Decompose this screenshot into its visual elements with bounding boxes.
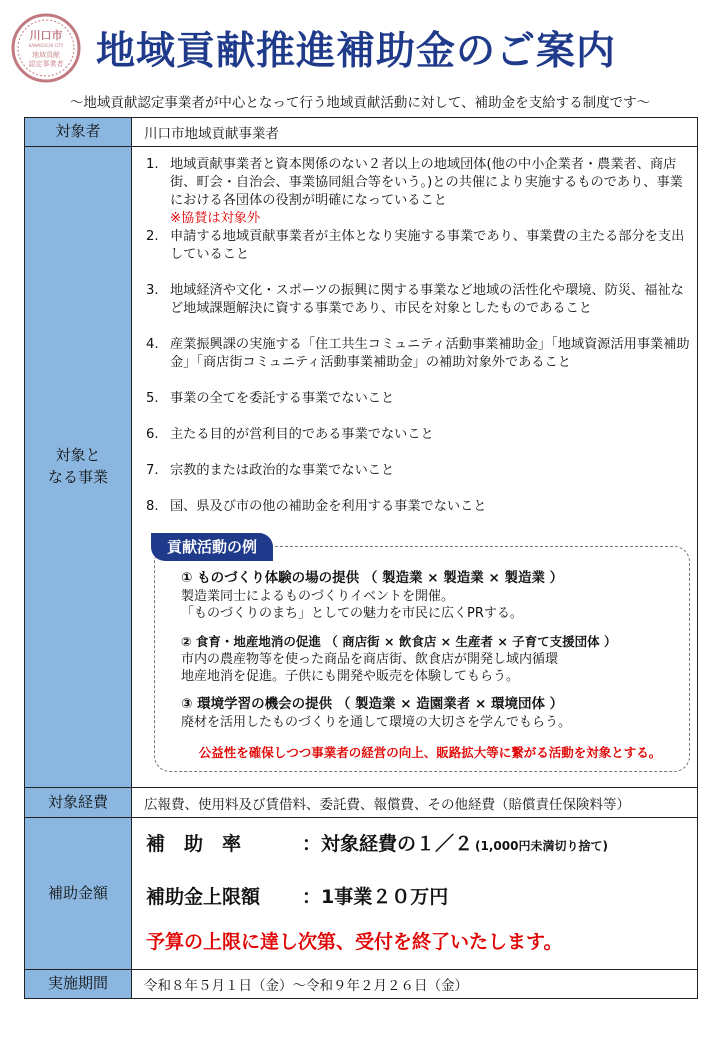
list-item — [146, 462, 690, 480]
item-number: 7. — [146, 463, 159, 478]
list-item — [146, 282, 690, 318]
item-text: 地域貢献事業者と資本関係のない２者以上の地域団体(他の中小企業者・農業者、商店街、町会・自治会、事業協同組合等をいう。)との共催により実施するものであり、事業における各団体の役割が明確になっていること — [170, 157, 683, 208]
info-table — [24, 117, 698, 999]
value-period: 令和８年５月１日（金）～令和９年２月２６日（金） — [132, 970, 698, 999]
example-body-line: 廃材を活用したものづくりを通して環境の大切さを学んでもらう。 — [181, 715, 572, 730]
row-subsidy — [25, 818, 698, 970]
list-item — [146, 228, 690, 264]
subsidy-rate-note: (1,000円未満切り捨て) — [475, 839, 608, 853]
item-text: 申請する地域貢献事業者が主体となり実施する事業であり、事業費の主たる部分を支出していること — [170, 229, 685, 262]
item-text: 地域経済や文化・スポーツの振興に関する事業など地域の活性化や環境、防災、福祉など地域課題解決に資する事業であり、市民を対象としたものであること — [170, 283, 684, 316]
subsidy-limit — [146, 882, 697, 909]
svg-text:地域貢献: 地域貢献 — [32, 51, 60, 59]
item-number: 6. — [146, 427, 159, 442]
subsidy-rate-key: 補 助 率 — [146, 833, 242, 855]
list-item — [146, 336, 690, 372]
label-period: 実施期間 — [25, 970, 132, 999]
example-heading: ② 食育・地産地消の促進 （ 商店街 × 飲食店 × 生産者 × 子育て支援団体 ） — [181, 634, 617, 649]
value-subsidy — [132, 818, 698, 970]
item-number: 2. — [146, 229, 159, 244]
item-text: 産業振興課の実施する「住工共生コミュニティ活動事業補助金」「地域資源活用事業補助金」「商店街コミュニティ活動事業補助金」の補助対象外であること — [170, 337, 690, 370]
item-text: 宗教的または政治的な事業でないこと — [170, 463, 395, 478]
subsidy-notice: 予算の上限に達し次第、受付を終了いたします。 — [146, 931, 563, 953]
example-body-line: 「ものづくりのまち」としての魅力を市民に広くPRする。 — [181, 606, 523, 621]
page-subtitle: ～地域貢献認定事業者が中心となって行う地域貢献活動に対して、補助金を支給する制度です～ — [69, 95, 651, 111]
subsidy-rate — [146, 829, 697, 856]
subsidy-limit-key: 補助金上限額 — [146, 886, 261, 908]
svg-text:川口市: 川口市 — [29, 29, 63, 42]
example-body-line: 地産地消を促進。子供にも開発や販売を体験してもらう。 — [181, 669, 520, 684]
item-text: 事業の全てを委託する事業でないこと — [170, 391, 395, 406]
value-project — [132, 147, 698, 788]
item-number: 4. — [146, 337, 159, 352]
list-item — [146, 156, 690, 228]
row-project — [25, 147, 698, 788]
value-expenses: 広報費、使用料及び賃借料、委託費、報償費、その他経費（賠償責任保険料等） — [132, 788, 698, 818]
examples-box — [154, 538, 690, 772]
row-period — [25, 970, 698, 999]
example-body-line: 製造業同士によるものづくりイベントを開催。 — [181, 589, 455, 604]
label-project-line2: なる事業 — [47, 468, 108, 486]
label-project-line1: 対象と — [55, 446, 101, 465]
svg-text:KAWAGUCHI CITY: KAWAGUCHI CITY — [28, 43, 64, 48]
requirements-list — [142, 148, 696, 516]
item-text: 国、県及び市の他の補助金を利用する事業でないこと — [170, 499, 487, 514]
examples-title: 貢献活動の例 — [151, 533, 273, 561]
list-item — [146, 498, 690, 516]
label-target: 対象者 — [25, 118, 132, 147]
label-project — [25, 147, 132, 788]
item-note: ※協賛は対象外 — [170, 211, 261, 226]
list-item — [146, 426, 690, 444]
examples-note: 公益性を確保しつつ事業者の経営の向上、販路拡大等に繋がる活動を対象とする。 — [198, 745, 662, 760]
list-item — [146, 390, 690, 408]
svg-text:認定事業者: 認定事業者 — [28, 60, 64, 68]
item-number: 3. — [146, 283, 159, 298]
label-expenses: 対象経費 — [25, 788, 132, 818]
subsidy-limit-value: ：1事業２０万円 — [302, 886, 449, 908]
example-heading: ① ものづくり体験の場の提供 （ 製造業 × 製造業 × 製造業 ） — [181, 570, 564, 586]
item-text: 主たる目的が営利目的である事業でないこと — [170, 427, 434, 442]
value-target: 川口市地域貢献事業者 — [132, 118, 698, 147]
item-number: 5. — [146, 391, 159, 406]
example-body-line: 市内の農産物等を使った商品を商店街、飲食店が開発し域内循環 — [181, 652, 559, 667]
city-logo — [10, 12, 82, 84]
subsidy-rate-value: ：対象経費の１／２ — [302, 833, 474, 855]
item-number: 8. — [146, 499, 159, 514]
label-subsidy: 補助金額 — [25, 818, 132, 970]
item-number: 1. — [146, 157, 159, 172]
example-heading: ③ 環境学習の機会の提供 （ 製造業 × 造園業者 × 環境団体 ） — [181, 696, 564, 712]
page-title: 地域貢献推進補助金のご案内 — [96, 29, 617, 74]
row-expenses — [25, 788, 698, 818]
row-target — [25, 118, 698, 147]
